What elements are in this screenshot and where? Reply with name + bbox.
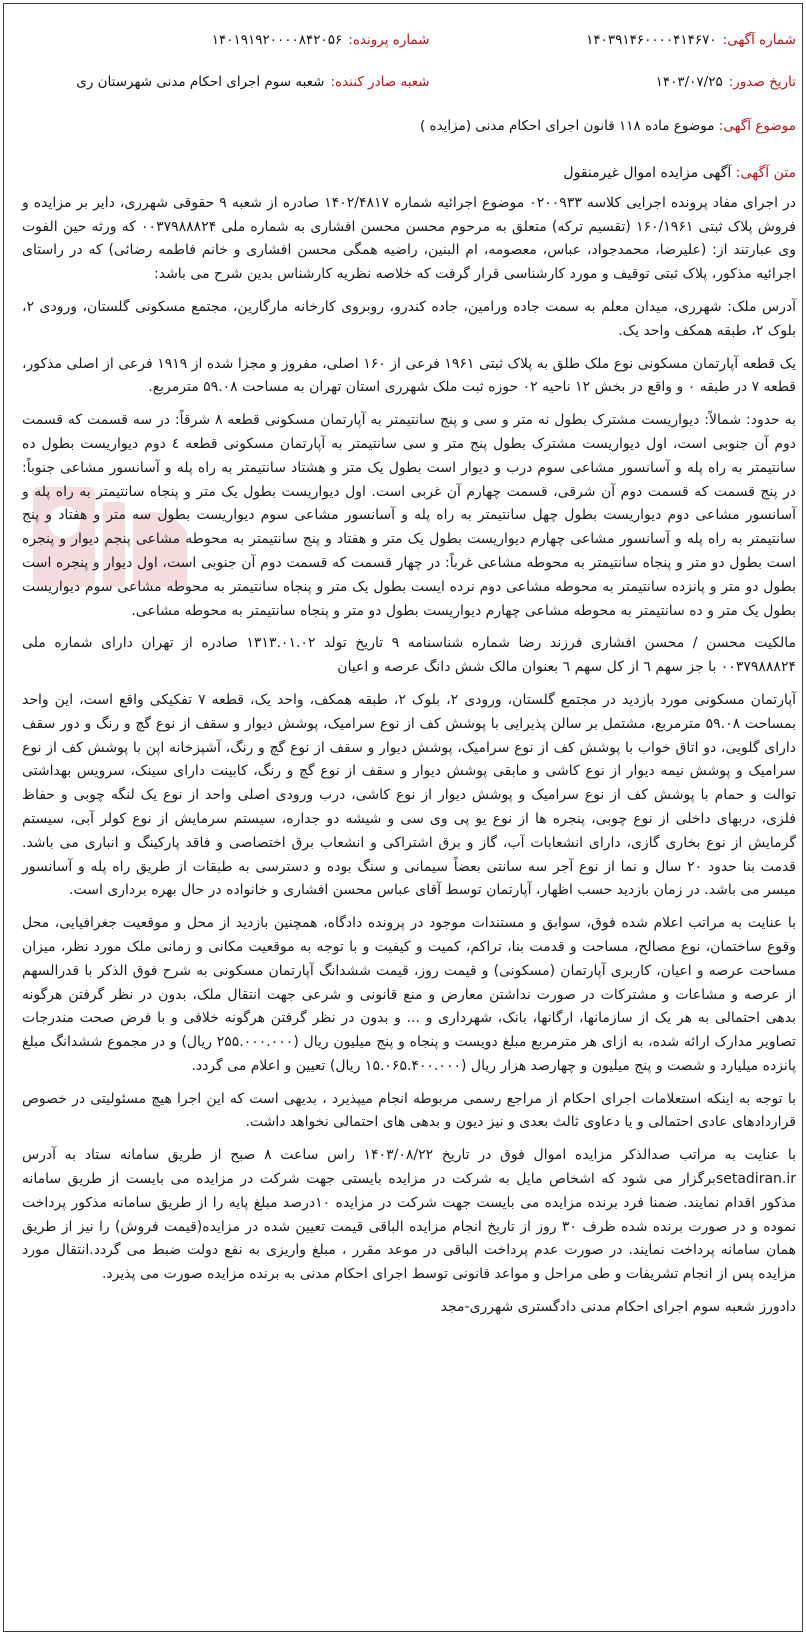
issue-date-label: تاریخ صدور: bbox=[728, 74, 796, 90]
ad-subject bbox=[22, 118, 796, 134]
file-number-label: شماره پرونده: bbox=[348, 32, 430, 48]
header bbox=[40, 32, 796, 116]
paragraph-auction: با عنایت به مراتب صدالذکر مزایده اموال فوق در تاریخ ۱۴۰۳/۰۸/۲۲ راس ساعت ۸ صبح از طریق سامانه ستاد به آدرس setadiran.irبرگزار می شود که اشخاص مایل به شرکت در مزایده بایستی جهت شرکت در مزایده می بایست از طریق سامانه مذکور اقدام نمایند. ضمنا فرد برنده مزایده می بایست جهت شرکت در مزایده ۱۰درصد مبلغ پایه را از طریق سامانه مذکور پرداخت نموده و در صورت برنده شده ظرف ۳۰ روز از تاریخ انجام مزایده الباقی قیمت تعیین شده در مزایده(قیمت فروش) را نیز از طریق همان سامانه پرداخت نمایند. در صورت عدم پرداخت الباقی در موعد مقرر ، مبلغ واریزی به نفع دولت ضبط می گردد.انتقال مورد مزایده پس از انجام تشریفات و طی مراحل و مواعد قانونی توسط اجرای احکام مدنی به برنده مزایده صورت می پذیرد. bbox=[22, 1147, 796, 1283]
ad-text-line bbox=[22, 162, 796, 186]
ad-number bbox=[430, 32, 796, 74]
file-number bbox=[40, 32, 430, 74]
issuing-branch-label: شعبه صادر کننده: bbox=[330, 74, 430, 90]
paragraph-description: آپارتمان مسکونی مورد بازدید در مجتمع گلستان، ورودی ۲، بلوک ۲، طبقه همکف، واحد یک، قطعه ۷ تفکیکی واقع است، این واحد بمساحت ۵۹.۰۸ مترمربع، مشتمل بر سالن پذیرایی با پوشش کف از نوع سرامیک، پوشش دیوار و سقف از نوع گچ و رنگ و دور سقف دارای گلویی، دو اتاق خواب با پوشش کف از نوع سرامیک، پوشش دیوار و سقف از نوع گچ و رنگ، آشپزخانه اپن با پوشش کف از نوع سرامیک و پوشش نیمه دیوار از نوع کاشی و مابقی پوشش دیوار و سقف از نوع گچ و رنگ، کابینت دارای سینک، سرویس بهداشتی توالت و حمام با پوشش کف از نوع سرامیک و پوشش دیوار از نوع کاشی، درب ورودی اصلی واحد از نوع یک لنگه چوبی و حفاظ فلزی، دربهای داخلی از نوع چوبی، پنجره ها از نوع یو پی وی سی و شیشه دو جداره، سیستم سرمایش از نوع کولر آبی، سیستم گرمایش از نوع بخاری گازی، دارای انشعابات آب، گاز و برق اشتراکی و انشعاب برق اختصاصی و فاقد پارکینگ و انباری می باشد. قدمت بنا حدود ۲۰ سال و نما از نوع آجر سه سانتی بعضاً سیمانی و سنگ بوده و دسترسی به طبقات از طریق راه پله و آسانسور میسر می باشد. در زمان بازدید حسب اظهار، آپارتمان توسط آقای عباس محسن افشاری و خانواده در حال بهره برداری است. bbox=[22, 691, 797, 899]
ad-number-label: شماره آگهی: bbox=[722, 32, 796, 48]
paragraph-valuation: با عنایت به مراتب اعلام شده فوق، سوابق و مستندات موجود در پرونده دادگاه، همچنین بازدید از محل و موقعیت جغرافیایی، محل وقوع ساختمان، نوع مصالح، مساحت و قدمت بنا، تراکم، کمیت و کیفیت و با توجه به موقعیت مکانی و زمانی ملک مورد نظر، میزان مساحت عرصه و اعیان، کاربری آپارتمان (مسکونی) و قیمت روز، قیمت ششدانگ آپارتمان مسکونی به شرح فوق الذکر با قدرالسهم از عرصه و مشاعات و مشترکات در صورت نداشتن معارض و منع قانونی و شرعی جهت انتقال ملک، بدون در نظر گرفتن هرگونه بدهی احتمالی به هر یک از سازمانها، ارگانها، بانک، شهرداری و ... و بدون در نظر گرفتن هرگونه خلافی و با فرض صحت مندرجات تصاویر مدارک ارائه شده، به ازای هر مترمربع مبلغ دویست و پنجاه و پنج میلیون ریال (۲۵۵.۰۰۰.۰۰۰ ریال) و در مجموع ششدانگ مبلغ پانزده میلیارد و شصت و پنج میلیون و چهارصد هزار ریال (۱۵.۰۶۵.۴۰۰.۰۰۰ ریال) تعیین و اعلام می گردد. bbox=[22, 915, 796, 1074]
paragraph-liability: با توجه به اینکه استعلامات اجرای احکام از مراجع رسمی مربوطه انجام میپذیرد ، بدیهی است که این اجرا هیچ مسئولیتی در خصوص قراردادهای عادی احتمالی و یا دعاوی ثالث بعدی و نیز دیون و بدهی های احتمالی نخواهد داشت. bbox=[22, 1090, 796, 1131]
signature: دادورز شعبه سوم اجرای احکام مدنی دادگستری شهرری-مجد bbox=[440, 1299, 796, 1316]
ad-body bbox=[22, 162, 796, 1329]
ad-text-label: متن آگهی: bbox=[735, 165, 796, 181]
paragraph-intro: در اجرای مفاد پرونده اجرایی کلاسه ۰۲۰۰۹۳۳ موضوع اجرائیه شماره ۱۴۰۲/۴۸۱۷ صادره از شعبه ۹ حقوقی شهرری، دایر بر مزایده و فروش پلاک ثبتی ۱۶۰/۱۹۶۱ (تقسیم ترکه) متعلق به مرحوم محسن محسن افشاری به شماره ملی ۰۰۳۷۹۸۸۸۲۴ که ورثه حین الفوت وی عبارتند از: (علیرضا، محمدجواد، عباس، معصومه، ام البنین، راضیه همگی محسن افشاری و خانم فاطمه رضائی) که در راستای اجرائیه مذکور، پلاک ثبتی توقیف و مورد کارشناسی قرار گرفت که خلاصه نظریه کارشناس بدین شرح می باشد: bbox=[22, 194, 796, 283]
paragraph-ownership: مالکیت محسن / محسن افشاری فرزند رضا شماره شناسنامه ۹ تاریخ تولد ۱۳۱۳.۰۱.۰۲ صادره از تهران دارای شماره ملی ۰۰۳۷۹۸۸۸۲۴ با جز سهم ٦ از کل سهم ٦ بعنوان مالک شش دانگ عرصه و اعیان bbox=[22, 635, 796, 676]
header-row-2 bbox=[40, 74, 796, 116]
header-row-1 bbox=[40, 32, 796, 74]
file-number-value: ۱۴۰۱۹۱۹۲۰۰۰۰۸۴۲۰۵۶ bbox=[211, 32, 343, 48]
issuing-branch bbox=[40, 74, 430, 116]
ad-number-value: ۱۴۰۳۹۱۴۶۰۰۰۰۴۱۴۶۷۰ bbox=[586, 32, 717, 48]
paragraph-address: آدرس ملک: شهرری، میدان معلم به سمت جاده ورامین، جاده کندرو، روبروی کارخانه مارگارین، مجتمع مسکونی گلستان، ورودی ۲، بلوک ۲، طبقه همکف واحد یک. bbox=[22, 298, 796, 339]
ad-text-value: آگهی مزایده اموال غیرمنقول bbox=[563, 165, 732, 181]
ad-subject-label: موضوع آگهی: bbox=[718, 118, 796, 134]
issuing-branch-value: شعبه سوم اجرای احکام مدنی شهرستان ری bbox=[76, 74, 325, 90]
paragraph-property: یک قطعه آپارتمان مسکونی نوع ملک طلق به پلاک ثبتی ۱۹۶۱ فرعی از ۱۶۰ اصلی، مفروز و مجزا شده از ۱۹۱۹ فرعی از اصلی مذکور، قطعه ۷ در طبقه ۰ و واقع در بخش ۱۲ ناحیه ۰۲ حوزه ثبت ملک شهرری استان تهران به مساحت ۵۹.۰۸ مترمربع. bbox=[22, 355, 796, 396]
issue-date-value: ۱۴۰۳/۰۷/۲۵ bbox=[655, 74, 723, 90]
paragraph-boundaries: به حدود: شمالاً: دیواریست مشترک بطول نه متر و سی و پنج سانتیمتر به آپارتمان مسکونی قطعه ۸ شرقاً: در سه قسمت که قسمت دوم آن جنوبی است، اول دیواریست مشترک بطول پنج متر و سی سانتیمتر به آپارتمان مسکونی قطعه ٤ دوم دیواریست بطول ده سانتیمتر به راه پله و آسانسور مشاعی سوم درب و دیوار است بطول یک متر و هشتاد سانتیمتر به راه پله و آسانسور مشاعی جنوباً: در پنج قسمت که قسمت دوم آن شرقی، قسمت چهارم آن غربی است. اول دیواریست بطول یک متر و پنجاه سانتیمتر به راه پله و آسانسور مشاعی دوم دیواریست بطول چهل سانتیمتر به راه پله و آسانسور مشاعی سوم دیواریست بطول سه متر و هفتاد و پنج سانتیمتر به راه پله و آسانسور مشاعی چهارم دیواریست بطول یک متر و هفتاد و پنج سانتیمتر به محوطه مشاعی پنجم دیوار و پنجره است بطول دو متر و پنجاه سانتیمتر به محوطه مشاعی غرباً: در چهار قسمت که قسمت دوم آن جنوبی است، اول دیوار و پنجره است بطول دو متر و پانزده سانتیمتر به محوطه مشاعی دوم نرده ایست بطول یک متر و پنجاه سانتیمتر به محوطه مشاعی سوم دیواریست بطول یک متر و ده سانتیمتر به محوطه مشاعی چهارم دیواریست بطول دو متر و پنجاه سانتیمتر به محوطه مشاعی. bbox=[22, 412, 797, 619]
issue-date bbox=[430, 74, 796, 116]
ad-subject-value: موضوع ماده ۱۱۸ قانون اجرای احکام مدنی (مزایده ) bbox=[419, 118, 715, 134]
